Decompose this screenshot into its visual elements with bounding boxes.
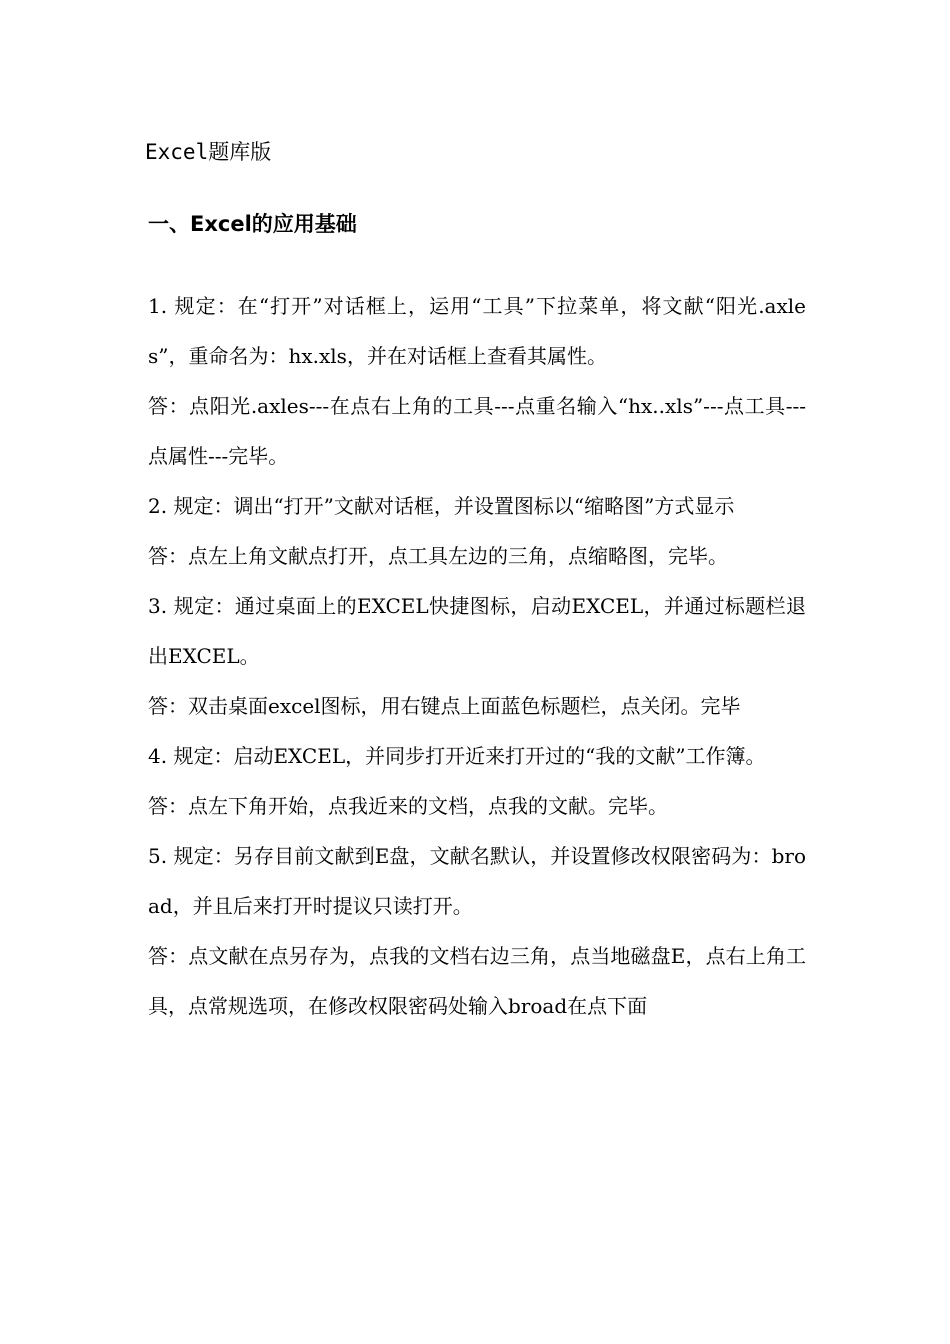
document-body	[148, 281, 806, 1031]
answer-1: 答：点阳光.axles---在点右上角的工具---点重名输入“hx..xls”---点工具---点属性---完毕。	[148, 394, 806, 468]
question-1: 1. 规定：在“打开”对话框上，运用“工具”下拉菜单，将文献“阳光.axles”，重命名为：hx.xls，并在对话框上查看其属性。	[148, 294, 806, 368]
answer-2: 答：点左上角文献点打开，点工具左边的三角，点缩略图，完毕。	[148, 544, 728, 568]
question-2: 2. 规定：调出“打开”文献对话框，并设置图标以“缩略图”方式显示	[148, 494, 735, 518]
question-4: 4. 规定：启动EXCEL，并同步打开近来打开过的“我的文献”工作簿。	[148, 744, 766, 768]
answer-5: 答：点文献在点另存为，点我的文档右边三角，点当地磁盘E，点右上角工具，点常规选项，在修改权限密码处输入broad在点下面	[148, 944, 806, 1018]
section-heading: 一、Excel的应用基础	[148, 212, 357, 236]
answer-4: 答：点左下角开始，点我近来的文档，点我的文献。完毕。	[148, 794, 668, 818]
document-title: Excel题库版	[145, 140, 272, 164]
question-3: 3. 规定：通过桌面上的EXCEL快捷图标，启动EXCEL，并通过标题栏退出EXCEL。	[148, 594, 806, 668]
question-5: 5. 规定：另存目前文献到E盘，文献名默认，并设置修改权限密码为：broad，并且后来打开时提议只读打开。	[148, 844, 806, 918]
answer-3: 答：双击桌面excel图标，用右键点上面蓝色标题栏，点关闭。完毕	[148, 694, 741, 718]
